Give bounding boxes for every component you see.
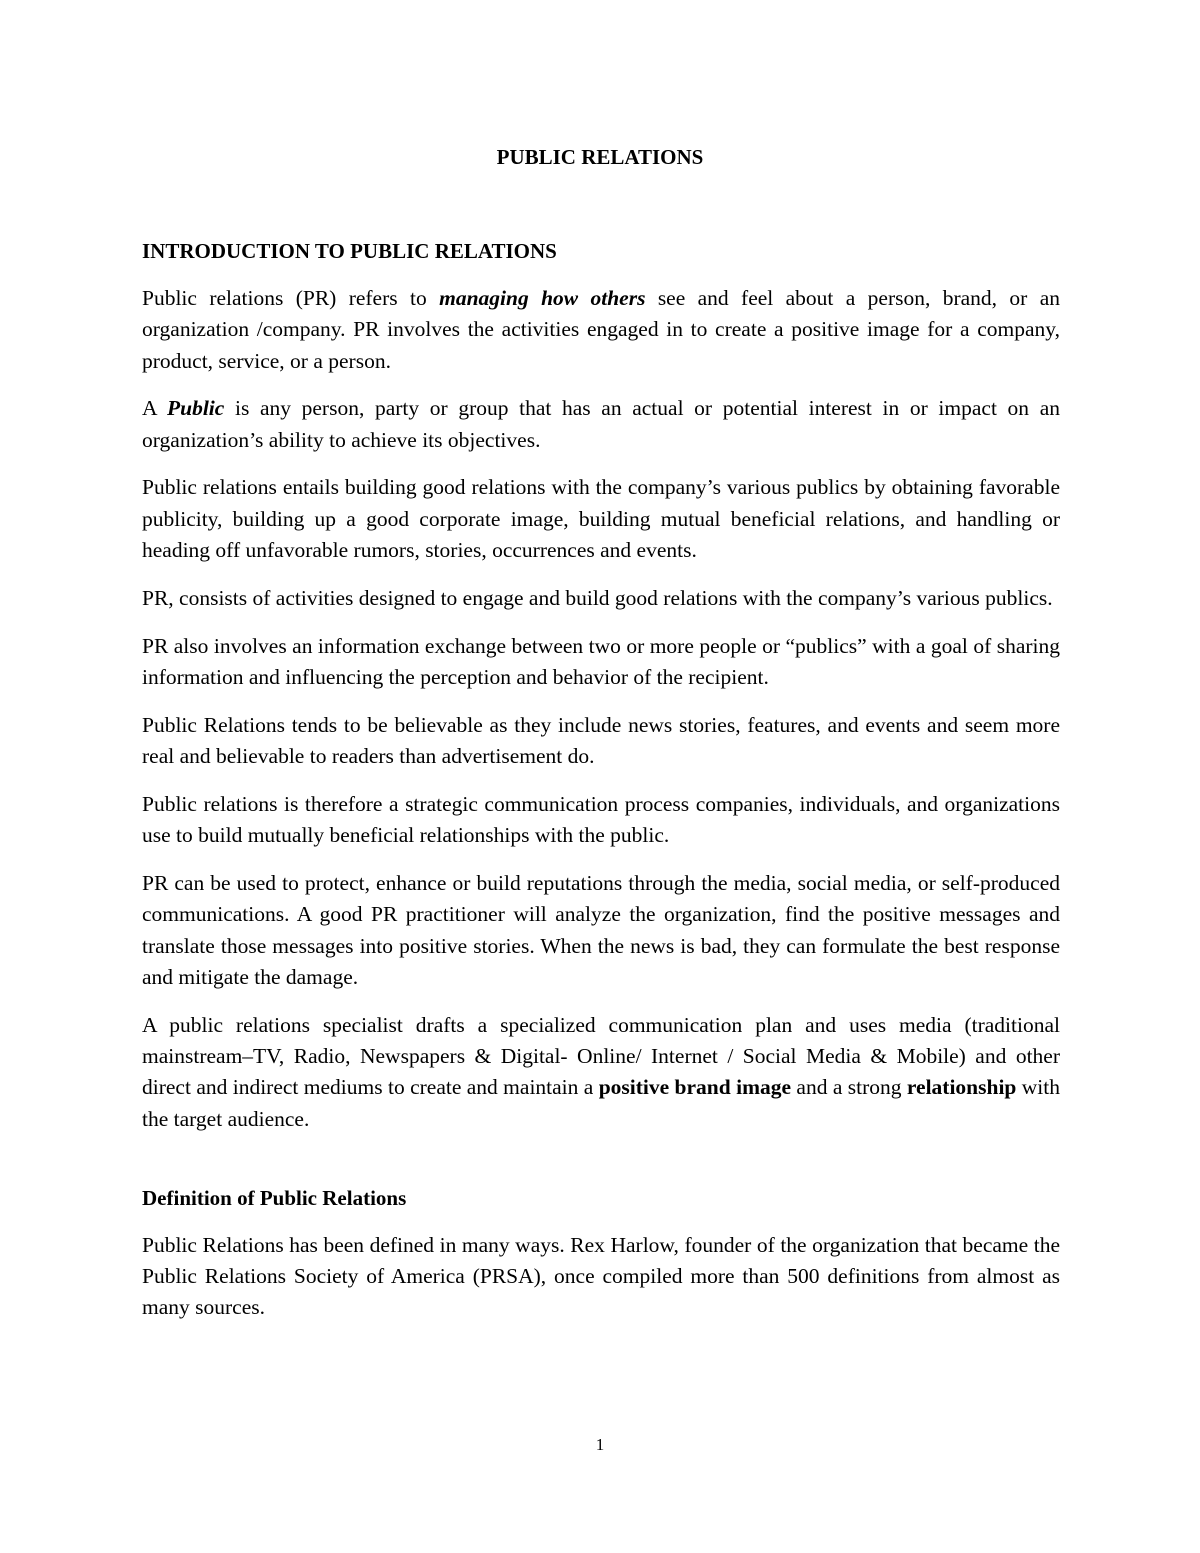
emphasis-text: Public <box>166 396 225 421</box>
paragraph-pr-definition <box>142 283 1060 377</box>
paragraph-strategic-communication: Public relations is therefore a strategic communication process companies, individuals, and organizations use to build mutually beneficial relationships with the public. <box>142 791 1060 848</box>
document-title: PUBLIC RELATIONS <box>496 145 704 169</box>
paragraph-reputation: PR can be used to protect, enhance or build reputations through the media, social media, or self-produced communications. A good PR practitioner will analyze the organization, find the positive messages and translate those messages into positive stories. When the news is bad, they can formulate the best response and mitigate the damage. <box>142 870 1060 989</box>
section-heading-definition: Definition of Public Relations <box>142 1185 407 1210</box>
paragraph-believability: Public Relations tends to be believable as they include news stories, features, and events and seem more real and believable to readers than advertisement do. <box>142 712 1060 769</box>
emphasis-text: managing how others <box>439 286 646 310</box>
bold-text: positive brand image <box>598 1075 792 1100</box>
text-run: is any person, party or group that has an actual or potential interest in or impact on an organization’s ability to achieve its objectives. <box>142 396 1060 452</box>
paragraph-relations-building: Public relations entails building good relations with the company’s various publics by obtaining favorable publicity, building up a good corporate image, building mutual beneficial relations, and handling or heading off unfavorable rumors, stories, occurrences and events. <box>142 475 1060 563</box>
text-run: A public relations specialist drafts a specialized communication plan and uses media (traditional mainstream–TV, Radio, Newspapers & Digital- Online/ Internet / Social Media & Mobile) and other direct and indirect mediums to create and maintain a <box>142 1012 1060 1100</box>
text-run: with the target audience. <box>142 1075 1060 1131</box>
text-run: A <box>142 396 167 421</box>
paragraph-specialist <box>142 1010 1060 1135</box>
text-run: see and feel about a person, brand, or an organization /company. PR involves the activities engaged in to create a positive image for a company, product, service, or a person. <box>142 286 1060 373</box>
paragraph-public-definition <box>142 393 1060 456</box>
text-run: Public relations (PR) refers to <box>142 286 440 310</box>
document-body <box>142 236 1060 1340</box>
page-number: 1 <box>595 1435 605 1454</box>
section-heading-introduction: INTRODUCTION TO PUBLIC RELATIONS <box>142 239 557 263</box>
text-run: and a strong <box>791 1075 907 1100</box>
paragraph-harlow: Public Relations has been defined in many ways. Rex Harlow, founder of the organization that became the Public Relations Society of America (PRSA), once compiled more than 500 definitions from almost as many sources. <box>142 1232 1060 1320</box>
bold-text: relationship <box>906 1075 1017 1100</box>
paragraph-information-exchange: PR also involves an information exchange between two or more people or “publics” with a goal of sharing information and influencing the perception and behavior of the recipient. <box>142 633 1060 689</box>
paragraph-pr-activities: PR, consists of activities designed to engage and build good relations with the company’s various publics. <box>142 585 1053 610</box>
